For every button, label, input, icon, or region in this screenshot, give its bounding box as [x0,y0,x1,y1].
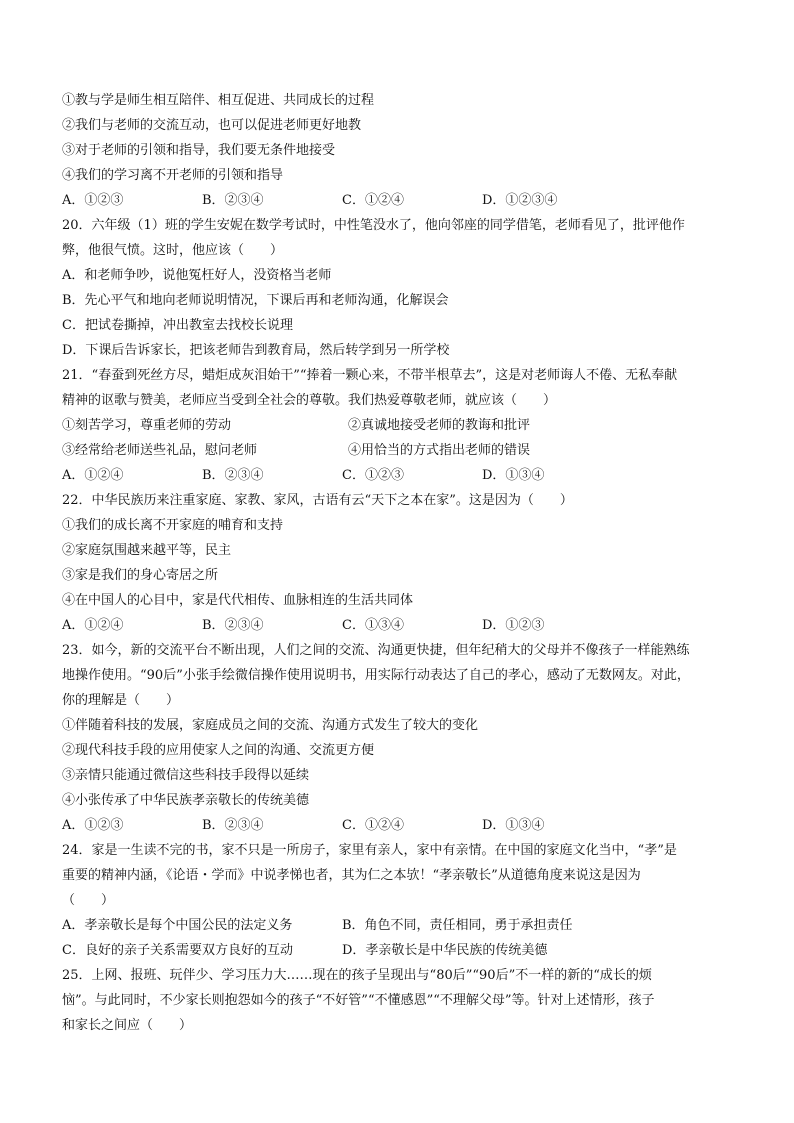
q21-item-3: ③经常给老师送些礼品，慰问老师 [62,443,258,458]
q24-option-b[interactable]: B．角色不同，责任相同，勇于承担责任 [342,918,573,933]
q19-options [62,188,742,213]
q19-option-d[interactable]: D．①②③④ [482,193,558,208]
q24-option-d[interactable]: D．孝亲敬长是中华民族的传统美德 [342,943,548,958]
q24-options-row-1 [62,913,742,938]
q23-stem-line-1: 23．如今，新的交流平台不断出现，人们之间的交流、沟通更快捷，但年纪稍大的父母并不像孩子一样能熟练 [62,643,690,658]
q22-stem: 22．中华民族历来注重家庭、家教、家风，古语有云“天下之本在家”。这是因为（ ） [62,493,573,508]
q20-stem-line-2: 弊，他很气愤。这时，他应该（ ） [62,243,284,258]
exam-page [62,88,742,1038]
q23-options [62,813,742,838]
q24-stem-line-1: 24．家是一生读不完的书，家不只是一所房子，家里有亲人，家中有亲情。在中国的家庭文化当中，“孝”是 [62,843,677,858]
q23-stem-line-3: 你的理解是（ ） [62,693,180,708]
q21-items-row-1 [62,413,742,438]
q24-option-a[interactable]: A．孝亲敬长是每个中国公民的法定义务 [62,918,293,933]
q24-option-c[interactable]: C．良好的亲子关系需要双方良好的互动 [62,943,293,958]
q21-item-1: ①刻苦学习，尊重老师的劳动 [62,418,232,433]
q25-stem-line-2: 恼”。与此同时，不少家长则抱怨如今的孩子“不好管”“不懂感恩”“不理解父母”等。针对上述情形，孩子 [62,993,655,1008]
q19-option-a[interactable]: A．①②③ [62,193,124,208]
q21-items-row-2 [62,438,742,463]
q22-option-a[interactable]: A．①②④ [62,618,124,633]
q23-item-4: ④小张传承了中华民族孝亲敬长的传统美德 [62,793,310,808]
q20-option-d[interactable]: D．下课后告诉家长，把该老师告到教育局，然后转学到另一所学校 [62,343,450,358]
q22-options [62,613,742,638]
q24-stem-line-2: 重要的精神内涵，《论语・学而》中说孝悌也者，其为仁之本欤！“孝亲敬长”从道德角度来说这是因为 [62,868,641,883]
q22-item-3: ③家是我们的身心寄居之所 [62,568,219,583]
q19-item-1: ①教与学是师生相互陪伴、相互促进、共同成长的过程 [62,93,375,108]
q22-option-d[interactable]: D．①②③ [482,618,545,633]
q24-options-row-2 [62,938,742,963]
q19-item-3: ③对于老师的引领和指导，我们要无条件地接受 [62,143,336,158]
q23-option-b[interactable]: B．②③④ [202,818,264,833]
q23-option-c[interactable]: C．①②④ [342,818,404,833]
q21-options [62,463,742,488]
q25-stem-line-1: 25．上网、报班、玩伴少、学习压力大……现在的孩子呈现出与“80后”“90后”不一样的新的“成长的烦 [62,968,652,983]
q23-item-2: ②现代科技手段的应用使家人之间的沟通、交流更方便 [62,743,375,758]
q24-stem-line-3: （ ） [62,893,115,908]
q22-item-1: ①我们的成长离不开家庭的哺育和支持 [62,518,284,533]
q23-item-1: ①伴随着科技的发展，家庭成员之间的交流、沟通方式发生了较大的变化 [62,718,479,733]
q20-option-b[interactable]: B．先心平气和地向老师说明情况，下课后再和老师沟通，化解误会 [62,293,449,308]
q20-stem-line-1: 20．六年级（1）班的学生安妮在数学考试时，中性笔没水了，他向邻座的同学借笔，老师看见了，批评他作 [62,218,685,233]
q23-option-a[interactable]: A．①②③ [62,818,124,833]
q19-option-b[interactable]: B．②③④ [202,193,264,208]
q20-option-c[interactable]: C．把试卷撕掉，冲出教室去找校长说理 [62,318,293,333]
q22-option-b[interactable]: B．②③④ [202,618,264,633]
q25-stem-line-3: 和家长之间应（ ） [62,1018,193,1033]
q21-item-2: ②真诚地接受老师的教诲和批评 [348,418,531,433]
q21-item-4: ④用恰当的方式指出老师的错误 [348,443,531,458]
q23-stem-line-2: 地操作使用。“90后”小张手绘微信操作使用说明书，用实际行动表达了自己的孝心，感动了无数网友。对此， [62,668,690,683]
q22-option-c[interactable]: C．①③④ [342,618,404,633]
q19-item-4: ④我们的学习离不开老师的引领和指导 [62,168,284,183]
q19-item-2: ②我们与老师的交流互动，也可以促进老师更好地教 [62,118,362,133]
q19-option-c[interactable]: C．①②④ [342,193,404,208]
q20-option-a[interactable]: A．和老师争吵，说他冤枉好人，没资格当老师 [62,268,332,283]
q22-item-2: ②家庭氛围越来越平等，民主 [62,543,232,558]
q21-option-c[interactable]: C．①②③ [342,468,404,483]
q23-option-d[interactable]: D．①③④ [482,818,545,833]
q21-stem-line-2: 精神的讴歌与赞美，老师应当受到全社会的尊敬。我们热爱尊敬老师，就应该（ ） [62,393,557,408]
q21-option-b[interactable]: B．②③④ [202,468,264,483]
q21-option-d[interactable]: D．①③④ [482,468,545,483]
q22-item-4: ④在中国人的心目中，家是代代相传、血脉相连的生活共同体 [62,593,414,608]
q23-item-3: ③亲情只能通过微信这些科技手段得以延续 [62,768,310,783]
q21-stem-line-1: 21．“春蚕到死丝方尽，蜡炬成灰泪始干”“捧着一颗心来，不带半根草去”，这是对老师诲人不倦、无私奉献 [62,368,678,383]
q21-option-a[interactable]: A．①②④ [62,468,124,483]
